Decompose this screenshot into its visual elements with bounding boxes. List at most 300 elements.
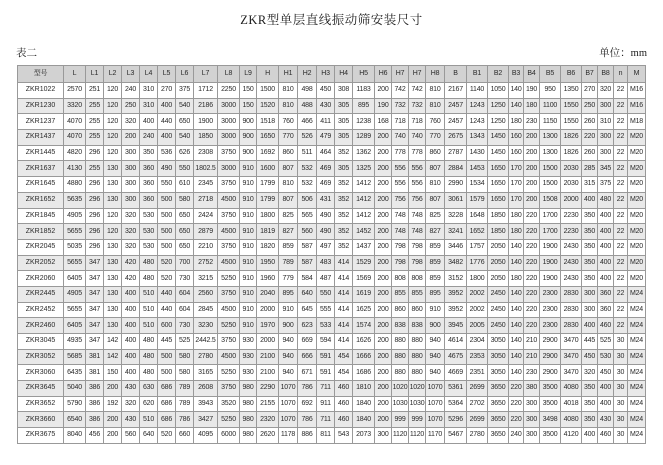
value-cell: 587 — [298, 255, 317, 271]
value-cell: 296 — [86, 239, 104, 255]
value-cell: 556 — [392, 177, 409, 193]
value-cell: 130 — [104, 177, 122, 193]
value-cell: 180 — [509, 224, 524, 240]
value-cell: 650 — [176, 239, 194, 255]
value-cell: 350 — [582, 255, 598, 271]
value-cell: 180 — [509, 208, 524, 224]
value-cell: 550 — [158, 177, 176, 193]
value-cell: 479 — [317, 130, 335, 146]
value-cell: 350 — [582, 412, 598, 428]
column-header: H — [257, 66, 279, 83]
value-cell: 430 — [598, 412, 614, 428]
value-cell: 251 — [86, 83, 104, 99]
value-cell: 2830 — [561, 286, 582, 302]
value-cell: 1030 — [409, 396, 426, 412]
value-cell: 2442.5 — [194, 334, 218, 350]
value-cell: M20 — [628, 271, 646, 287]
value-cell: 5250 — [218, 412, 240, 428]
value-cell: 460 — [335, 381, 353, 397]
value-cell: 200 — [375, 396, 392, 412]
value-cell: 930 — [240, 349, 257, 365]
value-cell: 400 — [582, 318, 598, 334]
value-cell: 1520 — [257, 98, 279, 114]
value-cell: 525 — [598, 334, 614, 350]
value-cell: 591 — [317, 365, 335, 381]
value-cell: 1170 — [426, 428, 445, 444]
value-cell: 1250 — [488, 98, 509, 114]
column-header: L6 — [176, 66, 194, 83]
value-cell: 4500 — [218, 224, 240, 240]
value-cell: 3000 — [218, 130, 240, 146]
value-cell: 430 — [317, 98, 335, 114]
value-cell: 200 — [375, 255, 392, 271]
value-cell: 1850 — [488, 208, 509, 224]
model-cell: ZKR3652 — [18, 396, 64, 412]
value-cell: 305 — [335, 130, 353, 146]
value-cell: 950 — [540, 83, 561, 99]
value-cell: 1700 — [540, 224, 561, 240]
value-cell: 520 — [158, 271, 176, 287]
value-cell: 480 — [140, 349, 158, 365]
value-cell: 200 — [524, 161, 540, 177]
value-cell: 910 — [240, 318, 257, 334]
value-cell: 170 — [509, 177, 524, 193]
value-cell: 2879 — [194, 224, 218, 240]
value-cell: 671 — [298, 365, 317, 381]
value-cell: 260 — [582, 145, 598, 161]
value-cell: 4675 — [445, 349, 467, 365]
value-cell: 1569 — [353, 271, 375, 287]
value-cell: 220 — [524, 208, 540, 224]
value-cell: 4080 — [561, 381, 582, 397]
value-cell: 742 — [409, 83, 426, 99]
value-cell: 760 — [426, 114, 445, 130]
value-cell: 910 — [240, 271, 257, 287]
page-title: ZKR型单层直线振动筛安装尺寸 — [240, 13, 423, 27]
value-cell: 980 — [240, 381, 257, 397]
value-cell: 718 — [409, 114, 426, 130]
value-cell: 789 — [279, 255, 298, 271]
column-header: B4 — [524, 66, 540, 83]
value-cell: 5250 — [218, 271, 240, 287]
value-cell: 3650 — [488, 396, 509, 412]
value-cell: 798 — [392, 255, 409, 271]
value-cell: 498 — [298, 83, 317, 99]
value-cell: 3050 — [488, 349, 509, 365]
value-cell: 150 — [240, 83, 257, 99]
value-cell: 500 — [158, 365, 176, 381]
value-cell: 2050 — [488, 255, 509, 271]
value-cell: 4095 — [194, 428, 218, 444]
value-cell: 732 — [409, 98, 426, 114]
value-cell: 1799 — [257, 177, 279, 193]
value-cell: 855 — [392, 286, 409, 302]
table-row — [18, 114, 646, 130]
value-cell: 4500 — [218, 192, 240, 208]
value-cell: 1325 — [353, 161, 375, 177]
value-cell: 530 — [140, 239, 158, 255]
value-cell: 1508 — [540, 192, 561, 208]
value-cell: 910 — [240, 177, 257, 193]
value-cell: 2900 — [540, 334, 561, 350]
column-header: B8 — [598, 66, 614, 83]
value-cell: 140 — [509, 349, 524, 365]
value-cell: 1500 — [540, 177, 561, 193]
value-cell: M18 — [628, 114, 646, 130]
value-cell: 430 — [122, 412, 140, 428]
value-cell: 860 — [409, 302, 426, 318]
value-cell: 22 — [614, 286, 628, 302]
value-cell: 4120 — [561, 428, 582, 444]
column-header: H7 — [392, 66, 409, 83]
value-cell: 1243 — [467, 114, 488, 130]
value-cell: 230 — [524, 114, 540, 130]
model-cell: ZKR1652 — [18, 192, 64, 208]
value-cell: 140 — [509, 286, 524, 302]
value-cell: 200 — [375, 192, 392, 208]
value-cell: 300 — [122, 177, 140, 193]
value-cell: 3446 — [445, 239, 467, 255]
value-cell: M24 — [628, 349, 646, 365]
value-cell: 999 — [409, 412, 426, 428]
value-cell: 859 — [426, 271, 445, 287]
value-cell: 445 — [158, 334, 176, 350]
value-cell: 200 — [375, 318, 392, 334]
value-cell: 466 — [298, 114, 317, 130]
value-cell: 584 — [298, 271, 317, 287]
value-cell: 400 — [598, 255, 614, 271]
model-cell: ZKR1230 — [18, 98, 64, 114]
value-cell: 626 — [176, 145, 194, 161]
column-header: L7 — [194, 66, 218, 83]
value-cell: 640 — [140, 428, 158, 444]
value-cell: 510 — [140, 318, 158, 334]
value-cell: 500 — [158, 192, 176, 208]
value-cell: 807 — [279, 161, 298, 177]
value-cell: M24 — [628, 286, 646, 302]
value-cell: 510 — [140, 412, 158, 428]
value-cell: 347 — [86, 255, 104, 271]
value-cell: 880 — [409, 349, 426, 365]
table-label: 表二 — [16, 48, 37, 59]
value-cell: 556 — [409, 177, 426, 193]
value-cell: 400 — [598, 381, 614, 397]
value-cell: M20 — [628, 208, 646, 224]
value-cell: 352 — [335, 192, 353, 208]
value-cell: 120 — [104, 114, 122, 130]
value-cell: 855 — [409, 286, 426, 302]
value-cell: 591 — [317, 349, 335, 365]
value-cell: 230 — [524, 365, 540, 381]
value-cell: 22 — [614, 177, 628, 193]
value-cell: 200 — [375, 334, 392, 350]
value-cell: M24 — [628, 428, 646, 444]
value-cell: 464 — [317, 145, 335, 161]
value-cell: 3750 — [218, 286, 240, 302]
value-cell: 386 — [86, 396, 104, 412]
value-cell: 2100 — [257, 349, 279, 365]
value-cell: 770 — [279, 130, 298, 146]
value-cell: 3427 — [194, 412, 218, 428]
value-cell: 4880 — [64, 177, 86, 193]
value-cell: 480 — [140, 271, 158, 287]
value-cell: 1800 — [467, 271, 488, 287]
model-cell: ZKR2045 — [18, 239, 64, 255]
value-cell: 2000 — [257, 334, 279, 350]
value-cell: 320 — [122, 224, 140, 240]
value-cell: 347 — [86, 271, 104, 287]
value-cell: 345 — [598, 161, 614, 177]
value-cell: 1238 — [353, 114, 375, 130]
value-cell: 2457 — [445, 98, 467, 114]
value-cell: 5790 — [64, 396, 86, 412]
value-cell: 3215 — [194, 271, 218, 287]
value-cell: 414 — [335, 271, 353, 287]
value-cell: 150 — [240, 98, 257, 114]
unit-label: 单位：mm — [599, 48, 647, 59]
value-cell: 4614 — [445, 334, 467, 350]
value-cell: 940 — [279, 334, 298, 350]
value-cell: 350 — [140, 145, 158, 161]
value-cell: 645 — [298, 302, 317, 318]
value-cell: 305 — [335, 114, 353, 130]
value-cell: 120 — [104, 130, 122, 146]
value-cell: M20 — [628, 224, 646, 240]
value-cell: 1826 — [561, 130, 582, 146]
value-cell: 1437 — [353, 239, 375, 255]
value-cell: 140 — [509, 255, 524, 271]
value-cell: 210 — [524, 334, 540, 350]
table-row — [18, 334, 646, 350]
value-cell: 3750 — [218, 334, 240, 350]
table-row — [18, 177, 646, 193]
value-cell: 530 — [598, 349, 614, 365]
value-cell: 483 — [317, 255, 335, 271]
value-cell: 4905 — [64, 286, 86, 302]
value-cell: 3945 — [445, 318, 467, 334]
value-cell: 454 — [335, 349, 353, 365]
value-cell: 350 — [582, 239, 598, 255]
value-cell: 2002 — [467, 302, 488, 318]
value-cell: 2345 — [194, 177, 218, 193]
value-cell: 1500 — [257, 83, 279, 99]
value-cell: 1840 — [353, 412, 375, 428]
value-cell: 860 — [392, 302, 409, 318]
model-cell: ZKR1237 — [18, 114, 64, 130]
value-cell: 2620 — [257, 428, 279, 444]
value-cell: 880 — [409, 334, 426, 350]
value-cell: 3750 — [218, 177, 240, 193]
value-cell: 168 — [375, 114, 392, 130]
value-cell: 2050 — [488, 271, 509, 287]
value-cell: 630 — [140, 381, 158, 397]
value-cell: 450 — [598, 365, 614, 381]
value-cell: 748 — [392, 208, 409, 224]
value-cell: 2030 — [561, 161, 582, 177]
value-cell: 500 — [158, 224, 176, 240]
value-cell: 350 — [582, 271, 598, 287]
value-cell: 460 — [335, 396, 353, 412]
value-cell: 4820 — [64, 145, 86, 161]
value-cell: 5467 — [445, 428, 467, 444]
value-cell: 756 — [409, 192, 426, 208]
value-cell: 1243 — [467, 98, 488, 114]
value-cell: 510 — [140, 286, 158, 302]
value-cell: 556 — [409, 161, 426, 177]
value-cell: 5250 — [218, 365, 240, 381]
value-cell: 300 — [524, 396, 540, 412]
value-cell: 320 — [122, 396, 140, 412]
value-cell: 2353 — [467, 349, 488, 365]
value-cell: 900 — [240, 114, 257, 130]
value-cell: 5296 — [445, 412, 467, 428]
value-cell: 220 — [524, 318, 540, 334]
value-cell: 30 — [614, 381, 628, 397]
value-cell: 930 — [240, 334, 257, 350]
value-cell: 250 — [582, 98, 598, 114]
value-cell: 480 — [140, 334, 158, 350]
value-cell: 305 — [335, 98, 353, 114]
value-cell: 400 — [158, 98, 176, 114]
value-cell: 825 — [279, 208, 298, 224]
column-header: B1 — [467, 66, 488, 83]
value-cell: 900 — [279, 318, 298, 334]
value-cell: 1666 — [353, 349, 375, 365]
value-cell: 296 — [86, 177, 104, 193]
value-cell: 285 — [582, 161, 598, 177]
value-cell: 347 — [86, 286, 104, 302]
value-cell: 2780 — [467, 428, 488, 444]
value-cell: 1619 — [353, 286, 375, 302]
value-cell: 170 — [509, 161, 524, 177]
value-cell: 2900 — [540, 349, 561, 365]
value-cell: 1300 — [540, 130, 561, 146]
value-cell: 1900 — [194, 114, 218, 130]
value-cell: 732 — [392, 98, 409, 114]
value-cell: 1650 — [488, 192, 509, 208]
column-header: B3 — [509, 66, 524, 83]
value-cell: 1452 — [353, 224, 375, 240]
value-cell: 2780 — [194, 349, 218, 365]
value-cell: 192 — [104, 396, 122, 412]
value-cell: 440 — [158, 286, 176, 302]
value-cell: 440 — [158, 114, 176, 130]
value-cell: 460 — [598, 428, 614, 444]
value-cell: 5655 — [64, 224, 86, 240]
value-cell: 310 — [598, 114, 614, 130]
value-cell: 1300 — [540, 145, 561, 161]
value-cell: 180 — [509, 114, 524, 130]
value-cell: 2570 — [64, 83, 86, 99]
value-cell: 711 — [317, 381, 335, 397]
value-cell: 190 — [524, 83, 540, 99]
value-cell: 200 — [375, 271, 392, 287]
value-cell: 940 — [279, 349, 298, 365]
value-cell: 130 — [104, 192, 122, 208]
value-cell: 580 — [176, 349, 194, 365]
value-cell: 420 — [122, 255, 140, 271]
value-cell: 190 — [375, 98, 392, 114]
value-cell: 2320 — [257, 412, 279, 428]
value-cell: 130 — [104, 271, 122, 287]
model-cell: ZKR3060 — [18, 365, 64, 381]
value-cell: 5035 — [64, 239, 86, 255]
value-cell: 1450 — [488, 130, 509, 146]
value-cell: 6405 — [64, 318, 86, 334]
value-cell: 600 — [158, 318, 176, 334]
value-cell: 22 — [614, 302, 628, 318]
value-cell: 320 — [582, 365, 598, 381]
value-cell: 2100 — [257, 365, 279, 381]
value-cell: 320 — [122, 239, 140, 255]
value-cell: 1120 — [392, 428, 409, 444]
value-cell: 200 — [375, 83, 392, 99]
value-cell: 825 — [426, 208, 445, 224]
value-cell: 4500 — [218, 255, 240, 271]
value-cell: 859 — [279, 239, 298, 255]
value-cell: 1412 — [353, 177, 375, 193]
value-cell: 5685 — [64, 349, 86, 365]
value-cell: 352 — [335, 224, 353, 240]
value-cell: 506 — [298, 192, 317, 208]
value-cell: 6405 — [64, 271, 86, 287]
value-cell: 220 — [524, 271, 540, 287]
value-cell: 350 — [582, 381, 598, 397]
value-cell: M24 — [628, 318, 646, 334]
value-cell: M24 — [628, 365, 646, 381]
value-cell: 511 — [298, 145, 317, 161]
column-header: L2 — [104, 66, 122, 83]
value-cell: 808 — [409, 271, 426, 287]
value-cell: 930 — [240, 365, 257, 381]
value-cell: 1692 — [257, 145, 279, 161]
value-cell: 210 — [524, 349, 540, 365]
value-cell: 270 — [582, 83, 598, 99]
table-row — [18, 271, 646, 287]
value-cell: 1802.5 — [194, 161, 218, 177]
model-cell: ZKR1445 — [18, 145, 64, 161]
value-cell: 3165 — [194, 365, 218, 381]
value-cell: 1150 — [540, 114, 561, 130]
value-cell: 1579 — [467, 192, 488, 208]
value-cell: 381 — [86, 365, 104, 381]
value-cell: 300 — [122, 161, 140, 177]
table-row — [18, 83, 646, 99]
value-cell: 860 — [426, 145, 445, 161]
value-cell: 400 — [122, 286, 140, 302]
column-header: n — [614, 66, 628, 83]
value-cell: 360 — [140, 177, 158, 193]
value-cell: 910 — [279, 302, 298, 318]
value-cell: 490 — [317, 208, 335, 224]
value-cell: 3320 — [64, 98, 86, 114]
value-cell: 532 — [298, 177, 317, 193]
value-cell: 666 — [298, 349, 317, 365]
value-cell: M20 — [628, 161, 646, 177]
value-cell: 414 — [335, 286, 353, 302]
table-row — [18, 412, 646, 428]
value-cell: 200 — [375, 224, 392, 240]
value-cell: 2000 — [561, 192, 582, 208]
value-cell: 300 — [122, 145, 140, 161]
value-cell: 530 — [140, 224, 158, 240]
value-cell: 565 — [298, 208, 317, 224]
value-cell: 480 — [140, 365, 158, 381]
value-cell: 3943 — [194, 396, 218, 412]
value-cell: 30 — [614, 365, 628, 381]
value-cell: 1289 — [353, 130, 375, 146]
table-row — [18, 318, 646, 334]
